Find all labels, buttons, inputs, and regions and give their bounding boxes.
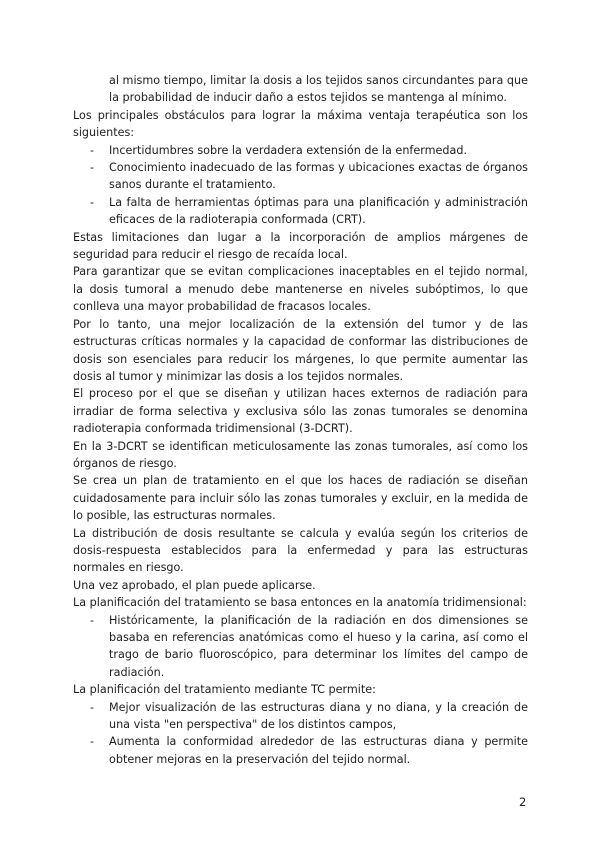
bullet-dash: -	[90, 735, 95, 749]
paragraph: Se crea un plan de tratamiento en el que los haces de radiación se diseñan cuidadosamente para incluir sólo las zonas tumorales y excluir, en la medida de lo posible, las estructuras normales.	[73, 474, 528, 523]
paragraph: Estas limitaciones dan lugar a la incorporación de amplios márgenes de seguridad para reducir el riesgo de recaída local.	[73, 230, 528, 262]
list-item: - La falta de herramientas óptimas para una planificación y administración eficaces de la radioterapia conformada (CRT).	[90, 195, 528, 227]
history-list	[73, 612, 528, 682]
tc-list	[73, 699, 528, 769]
bullet-dash: -	[90, 613, 95, 627]
bullet-dash: -	[90, 161, 95, 175]
paragraph: El proceso por el que se diseñan y utilizan haces externos de radiación para irradiar de forma selectiva y exclusiva sólo las zonas tumorales se denomina radioterapia conformada tridimensional (3-DCRT).	[73, 387, 528, 436]
paragraph: Por lo tanto, una mejor localización de la extensión del tumor y de las estructuras críticas normales y la capacidad de conformar las distribuciones de dosis son esenciales para reducir los márgenes, lo que permite aumentar las dosis al tumor y minimizar las dosis a los tejidos normales.	[73, 317, 528, 383]
list-item: - Históricamente, la planificación de la radiación en dos dimensiones se basaba en referencias anatómicas como el hueso y la carina, así como el trago de bario fluoroscópico, para determinar los límites del campo de radiación.	[90, 613, 528, 679]
bullet-dash: -	[90, 143, 95, 157]
paragraph: En la 3-DCRT se identifican meticulosamente las zonas tumorales, así como los órganos de riesgo.	[73, 439, 528, 470]
page-number: 2	[519, 795, 527, 809]
list-item: - Mejor visualización de las estructuras diana y no diana, y la creación de una vista "en perspectiva" de los distintos campos,	[90, 700, 528, 732]
list-item: - Conocimiento inadecuado de las formas y ubicaciones exactas de órganos sanos durante el tratamiento.	[90, 161, 528, 192]
paragraph: La distribución de dosis resultante se calcula y evalúa según los criterios de dosis-respuesta establecidos para la enfermedad y para las estructuras normales en riesgo.	[73, 526, 528, 575]
paragraph: Una vez aprobado, el plan puede aplicarse.	[73, 578, 316, 592]
obstacles-list	[73, 142, 528, 229]
list-item: - Aumenta la conformidad alrededor de las estructuras diana y permite obtener mejoras en la preservación del tejido normal.	[90, 735, 528, 766]
document-page	[73, 72, 528, 768]
continuation-paragraph: al mismo tiempo, limitar la dosis a los tejidos sanos circundantes para que la probabilidad de inducir daño a estos tejidos se mantenga al mínimo.	[109, 74, 528, 105]
bullet-dash: -	[90, 700, 95, 714]
list-item: - Incertidumbres sobre la verdadera extensión de la enfermedad.	[73, 142, 528, 159]
paragraph: Para garantizar que se evitan complicaciones inaceptables en el tejido normal, la dosis tumoral a menudo debe mantenerse en niveles subóptimos, lo que conlleva una mayor probabilidad de fracasos locales.	[73, 265, 528, 314]
tc-intro: La planificación del tratamiento mediante TC permite:	[73, 683, 376, 697]
bullet-dash: -	[90, 195, 95, 209]
paragraph: La planificación del tratamiento se basa entonces en la anatomía tridimensional:	[73, 596, 527, 610]
obstacles-intro: Los principales obstáculos para lograr la máxima ventaja terapéutica son los siguientes:	[73, 108, 528, 140]
